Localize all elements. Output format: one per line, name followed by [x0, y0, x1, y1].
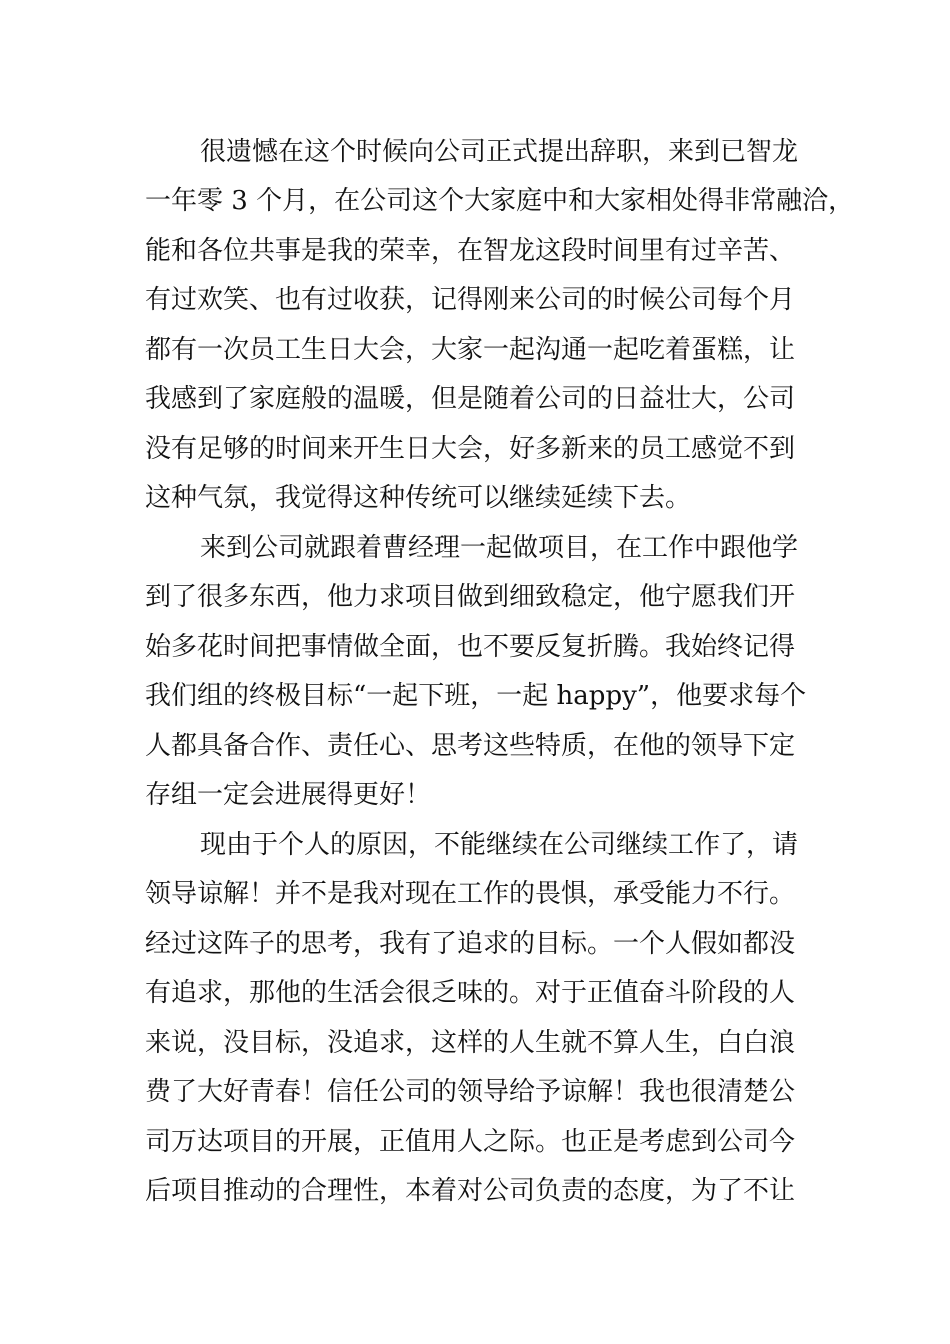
paragraph-1-line-7: 没有足够的时间来开生日大会，好多新来的员工感觉不到 — [145, 434, 796, 464]
paragraph-3-line-6: 费了大好青春！信任公司的领导给予谅解！我也很清楚公 — [145, 1077, 796, 1107]
paragraph-1-line-8: 这种气氛，我觉得这种传统可以继续延续下去。 — [145, 483, 692, 513]
paragraph-2-line-3: 始多花时间把事情做全面，也不要反复折腾。我始终记得 — [145, 632, 796, 662]
paragraph-1-line-5: 都有一次员工生日大会，大家一起沟通一起吃着蛋糕，让 — [145, 335, 796, 365]
paragraph-3-line-7: 司万达项目的开展，正值用人之际。也正是考虑到公司今 — [145, 1127, 796, 1157]
paragraph-3-line-4: 有追求，那他的生活会很乏味的。对于正值奋斗阶段的人 — [145, 978, 796, 1008]
paragraph-1-line-6: 我感到了家庭般的温暖，但是随着公司的日益壮大，公司 — [145, 384, 796, 414]
paragraph-3-line-3: 经过这阵子的思考，我有了追求的目标。一个人假如都没 — [145, 929, 796, 959]
paragraph-2-line-6: 存组一定会进展得更好！ — [145, 780, 432, 810]
paragraph-1-line-1: 很遗憾在这个时候向公司正式提出辞职，来到已智龙 — [200, 137, 799, 167]
paragraph-2-line-1: 来到公司就跟着曹经理一起做项目，在工作中跟他学 — [200, 533, 799, 563]
paragraph-3-line-2: 领导谅解！并不是我对现在工作的畏惧，承受能力不行。 — [145, 879, 796, 909]
paragraph-2-line-4: 我们组的终极目标“一起下班，一起 happy”，他要求每个 — [145, 681, 807, 711]
paragraph-3-line-8: 后项目推动的合理性，本着对公司负责的态度，为了不让 — [145, 1176, 796, 1206]
paragraph-3-line-5: 来说，没目标，没追求，这样的人生就不算人生，白白浪 — [145, 1028, 796, 1058]
paragraph-1-line-3: 能和各位共事是我的荣幸，在智龙这段时间里有过辛苦、 — [145, 236, 796, 266]
paragraph-2-line-2: 到了很多东西，他力求项目做到细致稳定，他宁愿我们开 — [145, 582, 796, 612]
paragraph-1-line-4: 有过欢笑、也有过收获，记得刚来公司的时候公司每个月 — [145, 285, 796, 315]
paragraph-3-line-1: 现由于个人的原因，不能继续在公司继续工作了，请 — [200, 830, 799, 860]
paragraph-2-line-5: 人都具备合作、责任心、思考这些特质，在他的领导下定 — [145, 731, 796, 761]
paragraph-1-line-2: 一年零 3 个月，在公司这个大家庭中和大家相处得非常融洽， — [145, 186, 855, 216]
